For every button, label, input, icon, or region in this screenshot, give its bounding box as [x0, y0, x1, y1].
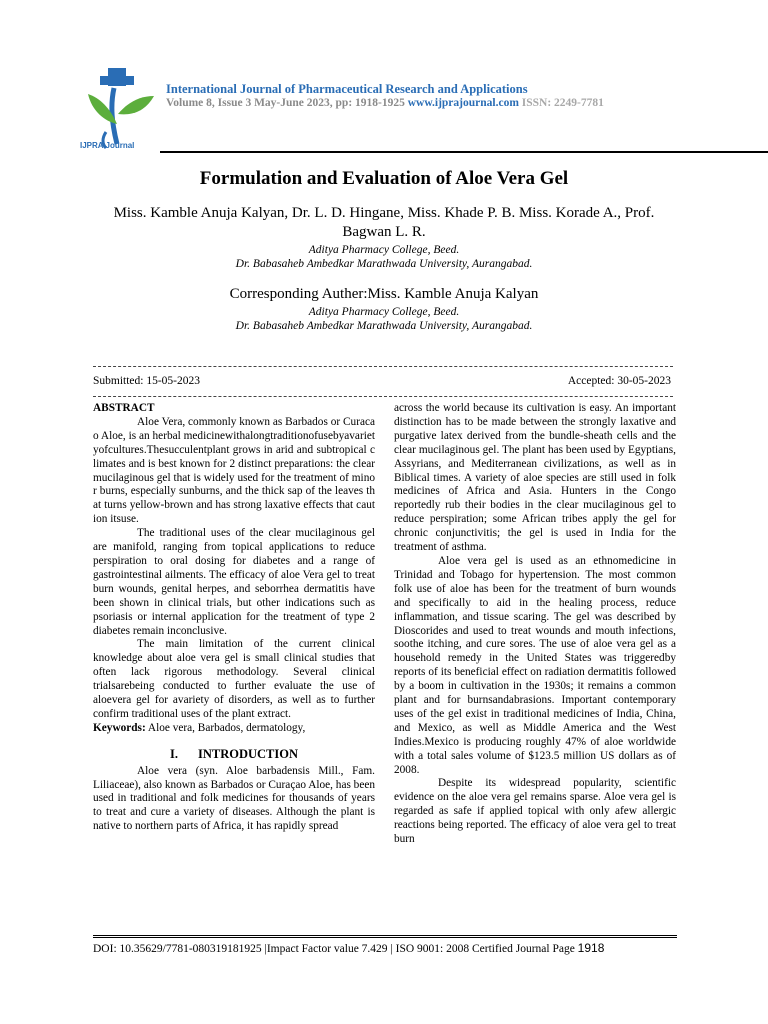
journal-website-link[interactable]: www.ijprajournal.com — [407, 97, 519, 109]
dates-row — [93, 375, 671, 387]
keywords-label: Keywords: — [93, 721, 146, 734]
corr-affiliation-university: Dr. Babasaheb Ambedkar Marathwada University, Aurangabad. — [235, 320, 533, 332]
affiliation-university: Dr. Babasaheb Ambedkar Marathwada University, Aurangabad. — [235, 258, 533, 270]
keywords: Aloe vera, Barbados, dermatology, — [145, 721, 306, 734]
corresponding-author: Corresponding Auther:Miss. Kamble Anuja Kalyan — [229, 286, 539, 302]
footer-rule — [93, 935, 677, 938]
abstract-paragraph-3: The main limitation of the current clinical knowledge about aloe vera gel is small clinical studies that often lack rigorous methodology. Several clinical trialsarebeing conducted to further evaluate the use of aloevera gel for avariety of disorders, as well as to further confirm traditional uses of the plant extract. — [93, 638, 375, 720]
affiliation-college: Aditya Pharmacy College, Beed. — [308, 244, 460, 256]
abstract-paragraph-1: Aloe Vera, commonly known as Barbados or Curacao Aloe, is an herbal medicinewithalongtraditionofusebyavarietyofcultures.Thesucculentplant grows in arid and subtropical climates and is best known for 2 distinct preparations: the clear mucilaginous gel that is widely used for the treatment of minor burns, especially sunburns, and the thick sap of the leaves that turns yellow-brown and has strong laxative effects that caution itsuse. — [93, 415, 375, 526]
submitted-date: Submitted: 15-05-2023 — [93, 375, 201, 387]
impact-factor: |Impact Factor value 7.429 — [264, 943, 388, 955]
abstract-heading: ABSTRACT — [93, 402, 155, 414]
issn: ISSN: 2249-7781 — [521, 97, 604, 109]
iso-certification: | ISO 9001: 2008 Certified Journal Page — [390, 943, 575, 955]
journal-volume-line — [166, 97, 604, 109]
right-paragraph-3: Despite its widespread popularity, scientific evidence on the aloe vera gel remains sparse. Aloe vera gel is regarded as safe if applied topical with only afew allergic reactions being reported. The efficacy of aloe vera gel to treat burn — [394, 777, 676, 846]
journal-title: International Journal of Pharmaceutical Research and Applications — [166, 82, 528, 96]
section-number: I. — [169, 746, 178, 761]
right-paragraph-1: across the world because its cultivation is easy. An important distinction has to be made between the strongly laxative and purgative latex derived from the bundle-sheath cells and the clear mucilaginous gel. The plant has been used by Egyptians, Assyrians, and Mediterranean civilizations, as well as in Biblical times. A variety of aloe species are still used in folk medicines of Africa and Asia. Hunters in the Congo reportedly rub their bodies in the clear mucilaginous gel to reduce perspiration; some African tribes apply the gel for chronic conjunctivitis; the gel is used in India for the treatment of asthma. — [394, 402, 676, 554]
separator-top — [93, 366, 673, 367]
page-number: 1918 — [577, 941, 605, 955]
paper-title: Formulation and Evaluation of Aloe Vera Gel — [199, 168, 569, 189]
keywords-line — [93, 722, 375, 736]
volume-info: Volume 8, Issue 3 May-June 2023, pp: 1918-1925 — [166, 97, 405, 109]
section-title: INTRODUCTION — [197, 746, 298, 761]
right-paragraph-2: Aloe vera gel is used as an ethnomedicine in Trinidad and Tobago for hypertension. The most common folk use of aloe has been for the treatment of burn wounds and specifically to aid in the healing process, reduce inflammation, and tissue scaring. The gel was described by Dioscorides and used to treat wounds and mouth infections, soothe itching, and cure sores. The use of aloe vera gel as a household remedy in the United States was triggeredby reports of its beneficial effect on radiation dermatitis followed by a boom in cultivation in the 1930s; it remains a common plant and for burnsandabrasions. Important contemporary uses of the gel exist in traditional medicines of India, China, and Mexico, as well as Middle America and the West Indies.Mexico is producing roughly 47% of aloe worldwide with a total sales volume of $123.5 million US dollars as of 2008. — [394, 554, 676, 776]
corr-affiliation-college: Aditya Pharmacy College, Beed. — [308, 306, 460, 318]
footer — [93, 941, 677, 955]
logo-caption: IJPRA Journal — [80, 141, 135, 150]
accepted-date: Accepted: 30-05-2023 — [567, 375, 671, 387]
right-column — [394, 402, 676, 847]
doi: DOI: 10.35629/7781-080319181925 — [93, 943, 262, 955]
introduction-paragraph-1: Aloe vera (syn. Aloe barbadensis Mill., Fam. Liliaceae), also known as Barbados or Curaçao Aloe, has been used in traditional and folk medicines for thousands of years to treat and cure a variety of diseases. Although the plant is native to northern parts of Africa, it has rapidly spread — [93, 764, 376, 833]
header-rule — [160, 151, 768, 153]
separator-bottom — [93, 396, 673, 397]
abstract-paragraph-2: The traditional uses of the clear mucilaginous gel are manifold, ranging from topical applications to reduce perspiration to oral dosing for diabetes and a range of gastrointestinal ailments. The efficacy of aloe Vera gel to treat burn wounds, genital herpes, and seborrhea dermatitis have been shown in clinical trials, but other indications such as psoriasis or internal application for the treatment of type 2 diabetes remain inconclusive. — [93, 527, 375, 637]
left-column — [93, 402, 375, 834]
authors: Miss. Kamble Anuja Kalyan, Dr. L. D. Hingane, Miss. Khade P. B. Miss. Korade A., Prof. Bagwan L. R. — [113, 205, 655, 240]
introduction-heading — [93, 748, 375, 762]
